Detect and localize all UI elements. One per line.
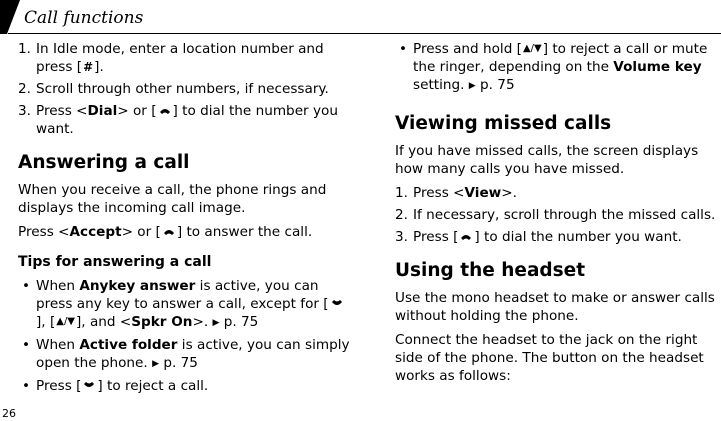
bullet-icon: • [22,278,31,294]
list-item: 1. Press <View>. [395,185,517,201]
step-text: Scroll through other numbers, if necessary. [36,81,329,97]
list-item: • Press and hold [▲/▼] to reject a call or mute the ringer, depending on the Volume key setting. ▶ p. 75 [399,41,708,93]
step-text: > or [ [117,103,157,119]
dial-steps [18,40,350,138]
right-column [395,40,721,391]
softkey-label: Dial [87,103,118,119]
list-item: • When Anykey answer is active, you can press any key to answer a call, except for [], [▲/▼], and <Spkr On>. ▶ p. 75 [18,277,350,332]
dial-key-icon [158,106,172,116]
dial-key-icon [162,227,176,237]
bullet-icon: • [22,337,31,353]
page-ref: p. 75 [163,355,198,371]
subsection-title: Tips for answering a call [18,254,212,270]
step-text: In Idle mode, enter a location number and press [ [36,41,324,75]
left-column [18,40,350,399]
end-key-icon [82,381,96,391]
bullet-icon: • [399,41,408,57]
paragraph: Connect the headset to the jack on the right side of the phone. The button on the headset works as follows: [395,332,704,384]
page-ref-arrow-icon: ▶ [152,359,159,369]
tips-list-continued [395,40,721,95]
page-number: 26 [2,407,16,420]
list-item: 2. If necessary, scroll through the missed calls. [395,207,716,223]
step-text: Press < [36,103,88,119]
list-item [18,102,350,138]
list-item: • Press [ ] to reject a call. [22,378,209,394]
list-item [18,40,350,76]
section-title: Viewing missed calls [395,113,612,134]
nav-key-icon: ▲/▼ [56,316,75,327]
step-number: 1. [18,41,31,57]
page-ref-arrow-icon: ▶ [468,81,476,91]
header-accent-bar [0,0,20,34]
step-text: ]. [94,59,104,75]
header-rule [8,33,721,34]
page-header [0,0,721,34]
dial-key-icon [459,232,473,242]
page-ref-arrow-icon: ▶ [212,318,220,328]
step-number: 2. [18,81,31,97]
list-item [18,80,350,98]
header-title: Call functions [24,8,144,28]
section-title: Answering a call [18,152,190,173]
bullet-icon: • [22,378,31,394]
paragraph: When you receive a call, the phone rings and displays the incoming call image. [18,182,327,216]
nav-key-icon: ▲/▼ [522,43,542,54]
paragraph: Use the mono headset to make or answer calls without holding the phone. [395,290,715,324]
page-ref: p. 75 [480,77,515,93]
step-number: 3. [18,103,31,119]
paragraph: Press <Accept> or [ ] to answer the call. [18,224,313,240]
missed-steps [395,184,721,246]
list-item: 3. Press [ ] to dial the number you want. [395,229,682,245]
hash-key-icon: # [83,60,94,74]
page-ref: p. 75 [223,314,259,330]
step-text: ] to dial the number you want. [36,103,338,137]
list-item: • When Active folder is active, you can simply open the phone. ▶ p. 75 [22,337,350,371]
section-title: Using the headset [395,260,586,281]
paragraph: If you have missed calls, the screen displays how many calls you have missed. [395,143,699,177]
end-key-icon [330,299,344,309]
tips-list [18,277,350,395]
